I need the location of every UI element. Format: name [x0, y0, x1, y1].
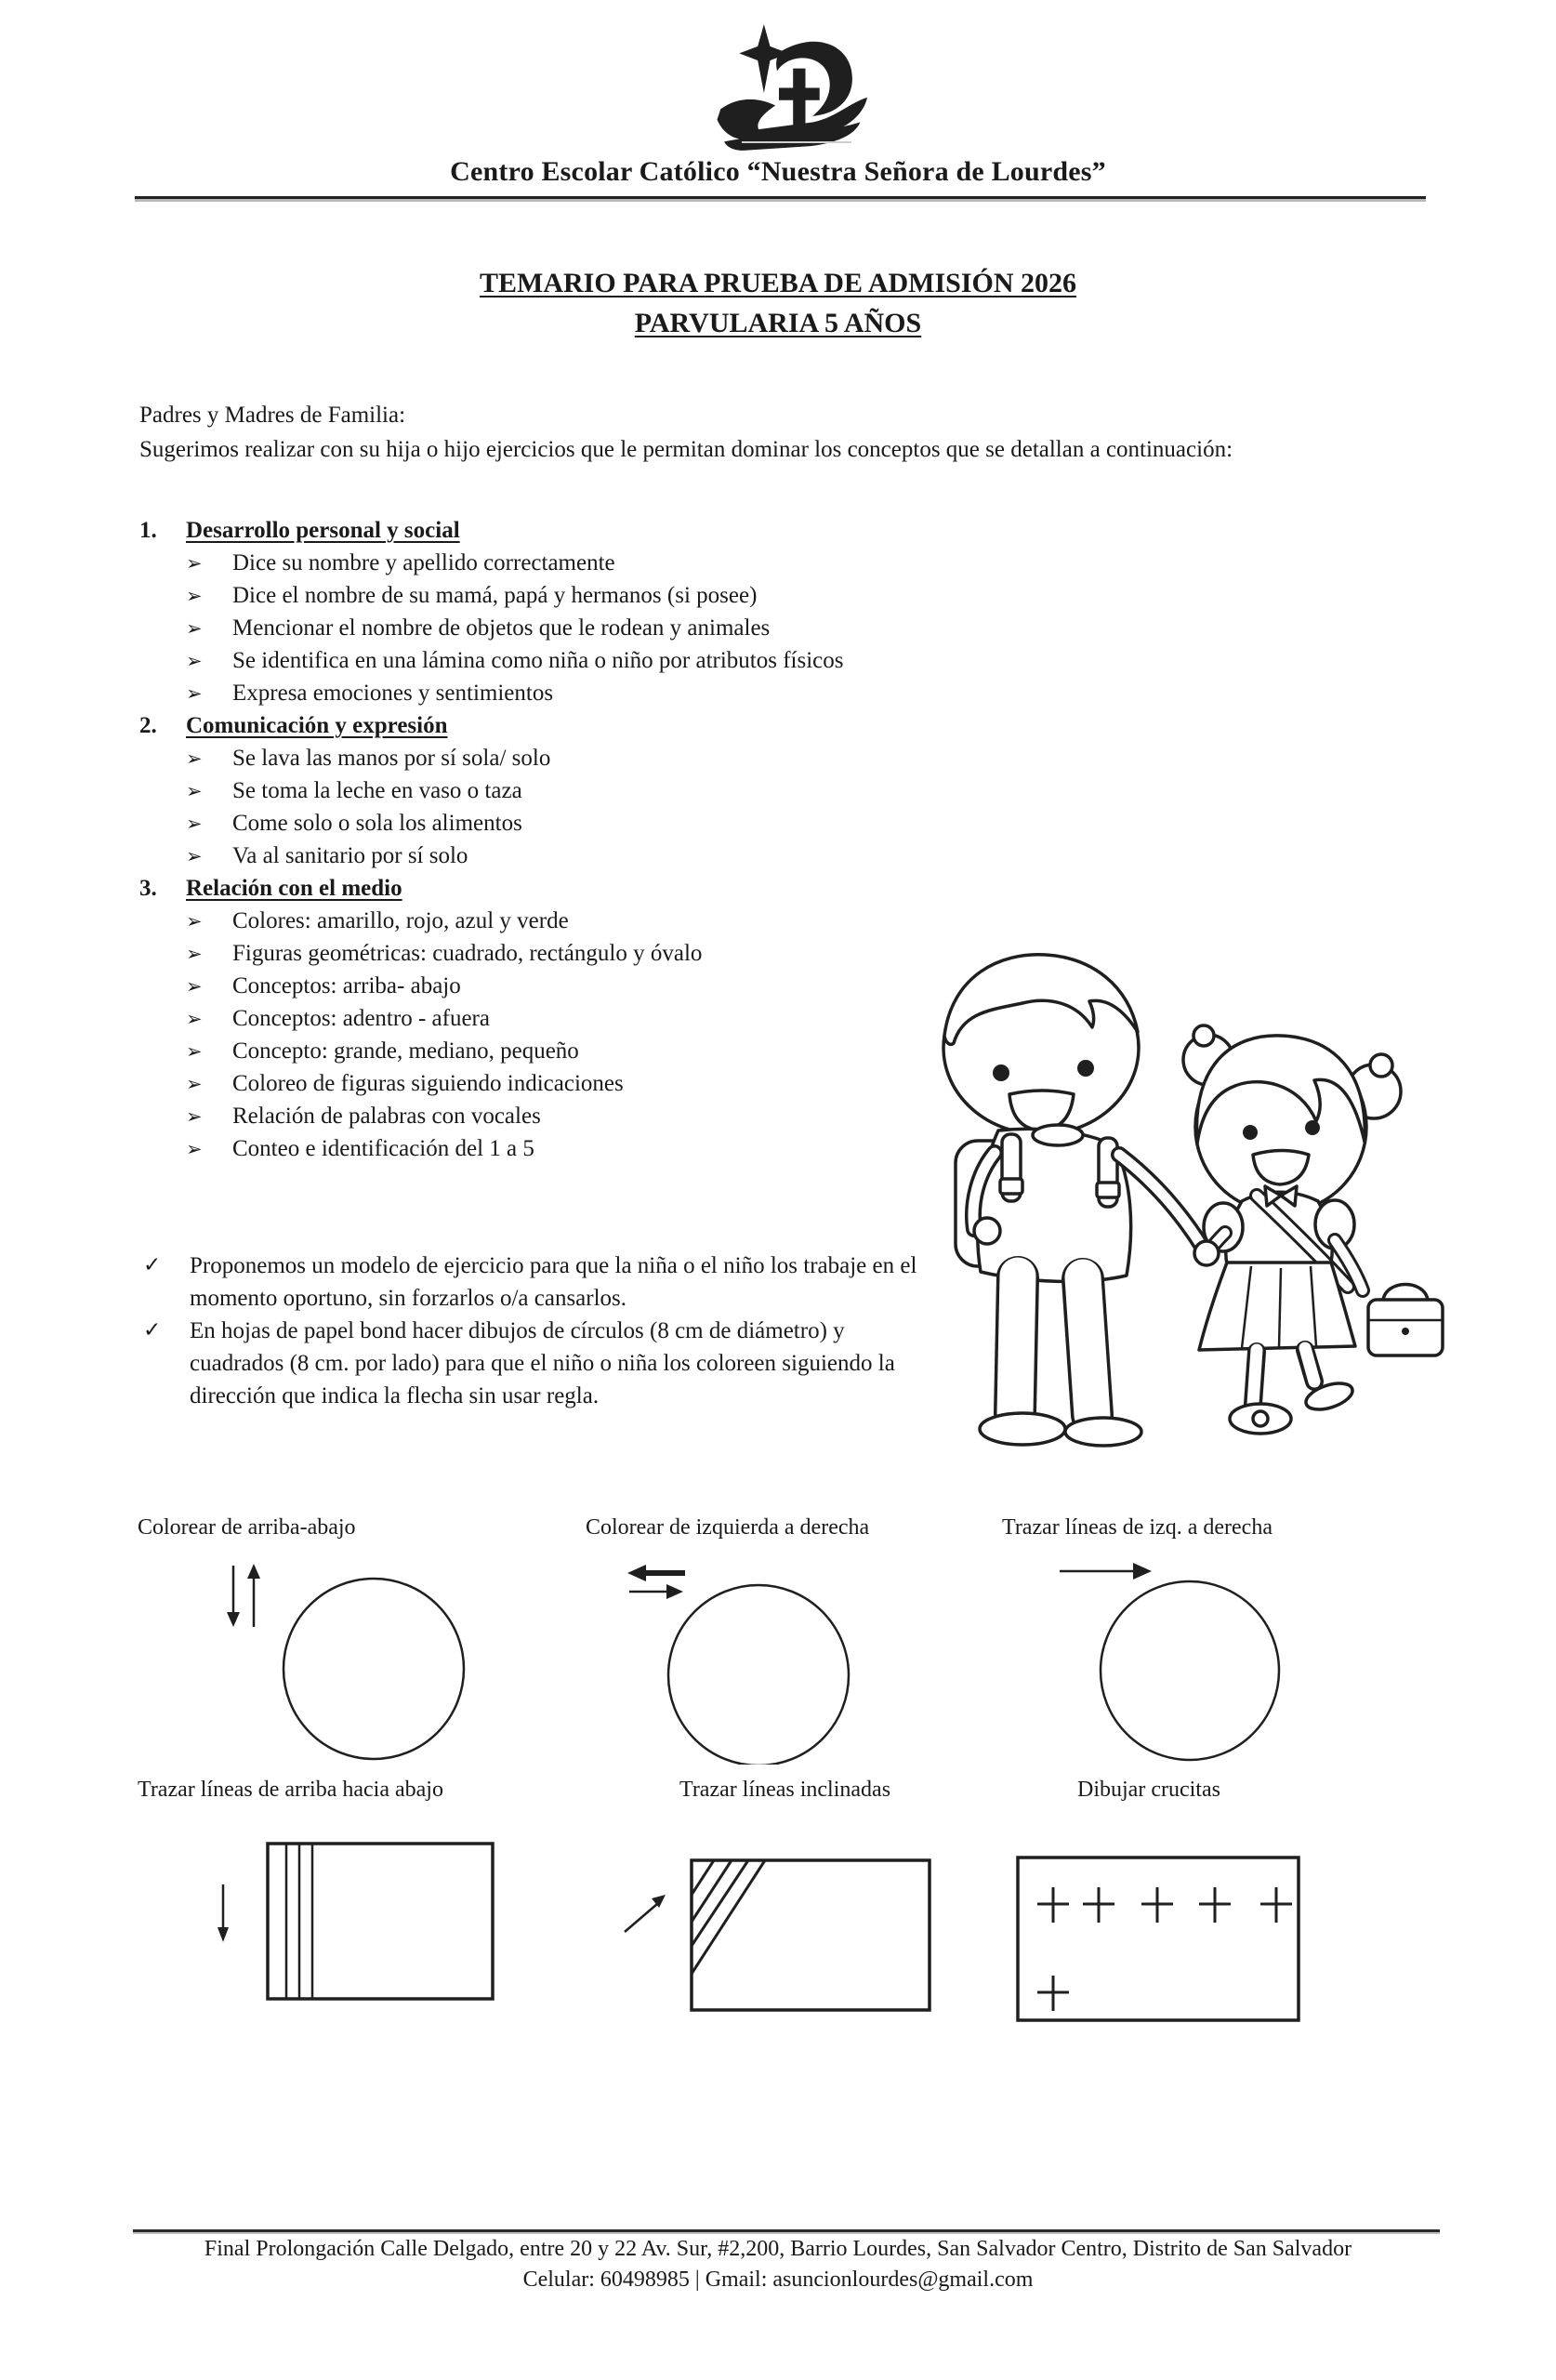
section-title: Relación con el medio — [186, 875, 402, 901]
document-title-block — [0, 263, 1556, 343]
bag-handle — [1383, 1285, 1428, 1301]
girl-skirt — [1199, 1263, 1355, 1350]
list-item — [139, 612, 1162, 644]
kids-walking-illustration — [930, 950, 1469, 1466]
list-item-text: Conteo e identificación del 1 a 5 — [232, 1135, 534, 1161]
exercise-caption: Trazar líneas inclinadas — [679, 1778, 891, 1802]
list-item-text: Va al sanitario por sí solo — [232, 842, 468, 868]
arrow-bullet-icon: ➢ — [186, 779, 203, 802]
arrow-bullet-icon: ➢ — [186, 1137, 203, 1160]
note-item — [139, 1315, 925, 1412]
page-title — [0, 263, 1556, 303]
school-name: Centro Escolar Católico “Nuestra Señora de Lourdes” — [450, 156, 1106, 187]
list-item — [139, 677, 1162, 709]
section-header — [139, 514, 1162, 547]
arrow-bullet-icon: ➢ — [186, 616, 203, 640]
exercise-caption: Trazar líneas de arriba hacia abajo — [138, 1778, 443, 1802]
footer-contact: Celular: 60498985 | Gmail: asuncionlourdes@gmail.com — [522, 2268, 1034, 2292]
intro-paragraph — [139, 398, 1497, 467]
list-item — [139, 905, 1162, 937]
list-item — [139, 579, 1162, 612]
arrow-bullet-icon: ➢ — [186, 844, 203, 867]
arrow-bullet-icon: ➢ — [186, 1104, 203, 1128]
list-item — [139, 807, 1162, 840]
section-title: Comunicación y expresión — [186, 712, 448, 738]
list-item-text: Expresa emociones y sentimientos — [232, 680, 554, 706]
list-item-text: Se toma la leche en vaso o taza — [232, 777, 522, 803]
arrow-bullet-icon: ➢ — [186, 1039, 203, 1063]
list-item — [139, 840, 1162, 872]
list-item-text: Dice el nombre de su mamá, papá y hermanos (si posee) — [232, 582, 758, 608]
list-item-text: Mencionar el nombre de objetos que le rodean y animales — [232, 615, 771, 641]
notes-list — [139, 1250, 925, 1412]
list-item-text: Figuras geométricas: cuadrado, rectángulo y óvalo — [232, 940, 703, 966]
check-bullet-icon: ✓ — [143, 1253, 162, 1277]
exercise-caption: Trazar líneas de izq. a derecha — [1002, 1515, 1272, 1540]
check-bullet-icon: ✓ — [143, 1318, 162, 1342]
section-header — [139, 872, 1162, 905]
intro-line-2: Sugerimos realizar con su hija o hijo ejercicios que le permitan dominar los conceptos que se detallan a continuación: — [139, 437, 1233, 462]
crosses-rectangle-drawing — [1009, 1836, 1315, 2031]
circle-top-down-arrows-drawing — [223, 1560, 474, 1765]
list-item-text: Come solo o sola los alimentos — [232, 810, 522, 836]
logo-underline — [742, 141, 851, 143]
arrow-bullet-icon: ➢ — [186, 649, 203, 672]
footer-rule — [133, 2229, 1440, 2232]
list-item-text: Coloreo de figuras siguiendo indicaciones — [232, 1070, 624, 1096]
list-item-text: Se identifica en una lámina como niña o niño por atributos físicos — [232, 647, 844, 673]
arrow-bullet-icon: ➢ — [186, 1072, 203, 1095]
arrow-bullet-icon: ➢ — [186, 909, 203, 932]
boy-shoe — [980, 1413, 1065, 1445]
section-number: 3. — [139, 875, 157, 901]
arrow-bullet-icon: ➢ — [186, 942, 203, 965]
list-item-text: Concepto: grande, mediano, pequeño — [232, 1038, 579, 1064]
title-line-2: PARVULARIA 5 AÑOS — [634, 308, 922, 338]
list-item-text: Colores: amarillo, rojo, azul y verde — [232, 907, 569, 933]
section-title: Desarrollo personal y social — [186, 517, 460, 543]
arrow-bullet-icon: ➢ — [186, 1007, 203, 1030]
arrow-bullet-icon: ➢ — [186, 747, 203, 770]
title-line-1: TEMARIO PARA PRUEBA DE ADMISIÓN 2026 — [480, 268, 1076, 298]
vertical-lines-rectangle-drawing — [209, 1836, 507, 2008]
arrow-bullet-icon: ➢ — [186, 812, 203, 835]
exercise-caption: Colorear de izquierda a derecha — [586, 1515, 870, 1540]
list-item-text: Se lava las manos por sí sola/ solo — [232, 745, 551, 771]
list-item-text: Conceptos: adentro - afuera — [232, 1005, 490, 1031]
section-number: 1. — [139, 517, 157, 543]
held-hands — [1194, 1241, 1219, 1265]
note-text: Proponemos un modelo de ejercicio para que la niña o el niño los trabaje en el momento oportuno, sin forzarlos o/a cansarlos. — [190, 1253, 917, 1311]
inclined-lines-rectangle-drawing — [604, 1836, 939, 2022]
arrow-bullet-icon: ➢ — [186, 551, 203, 575]
list-item-text: Relación de palabras con vocales — [232, 1103, 541, 1129]
circle-right-arrow-drawing — [1046, 1560, 1306, 1765]
boy-shoe — [1065, 1418, 1141, 1446]
note-text: En hojas de papel bond hacer dibujos de círculos (8 cm de diámetro) y cuadrados (8 cm. por lado) para que el niño o niña los coloreen siguiendo la dirección que indica la flecha sin usar regla. — [190, 1318, 895, 1408]
list-item — [139, 774, 1162, 807]
note-item — [139, 1250, 925, 1315]
list-item-text: Dice su nombre y apellido correctamente — [232, 549, 615, 575]
arrow-bullet-icon: ➢ — [186, 584, 203, 607]
footer-address: Final Prolongación Calle Delgado, entre 20 y 22 Av. Sur, #2,200, Barrio Lourdes, San Salvador Centro, Distrito de San Salvador — [204, 2237, 1352, 2261]
list-item-text: Conceptos: arriba- abajo — [232, 972, 461, 998]
school-logo-ship-icon — [708, 22, 885, 152]
page-subtitle — [0, 303, 1556, 343]
section-header — [139, 709, 1162, 742]
list-item — [139, 644, 1162, 677]
arrow-bullet-icon: ➢ — [186, 681, 203, 705]
list-item — [139, 547, 1162, 579]
header-rule — [135, 196, 1426, 199]
list-item — [139, 742, 1162, 774]
section-number: 2. — [139, 712, 157, 738]
circle-left-right-arrows-drawing — [609, 1560, 869, 1765]
intro-line-1: Padres y Madres de Familia: — [139, 403, 406, 428]
arrow-bullet-icon: ➢ — [186, 974, 203, 998]
exercise-caption: Dibujar crucitas — [1077, 1778, 1220, 1802]
exercise-caption: Colorear de arriba-abajo — [138, 1515, 356, 1540]
